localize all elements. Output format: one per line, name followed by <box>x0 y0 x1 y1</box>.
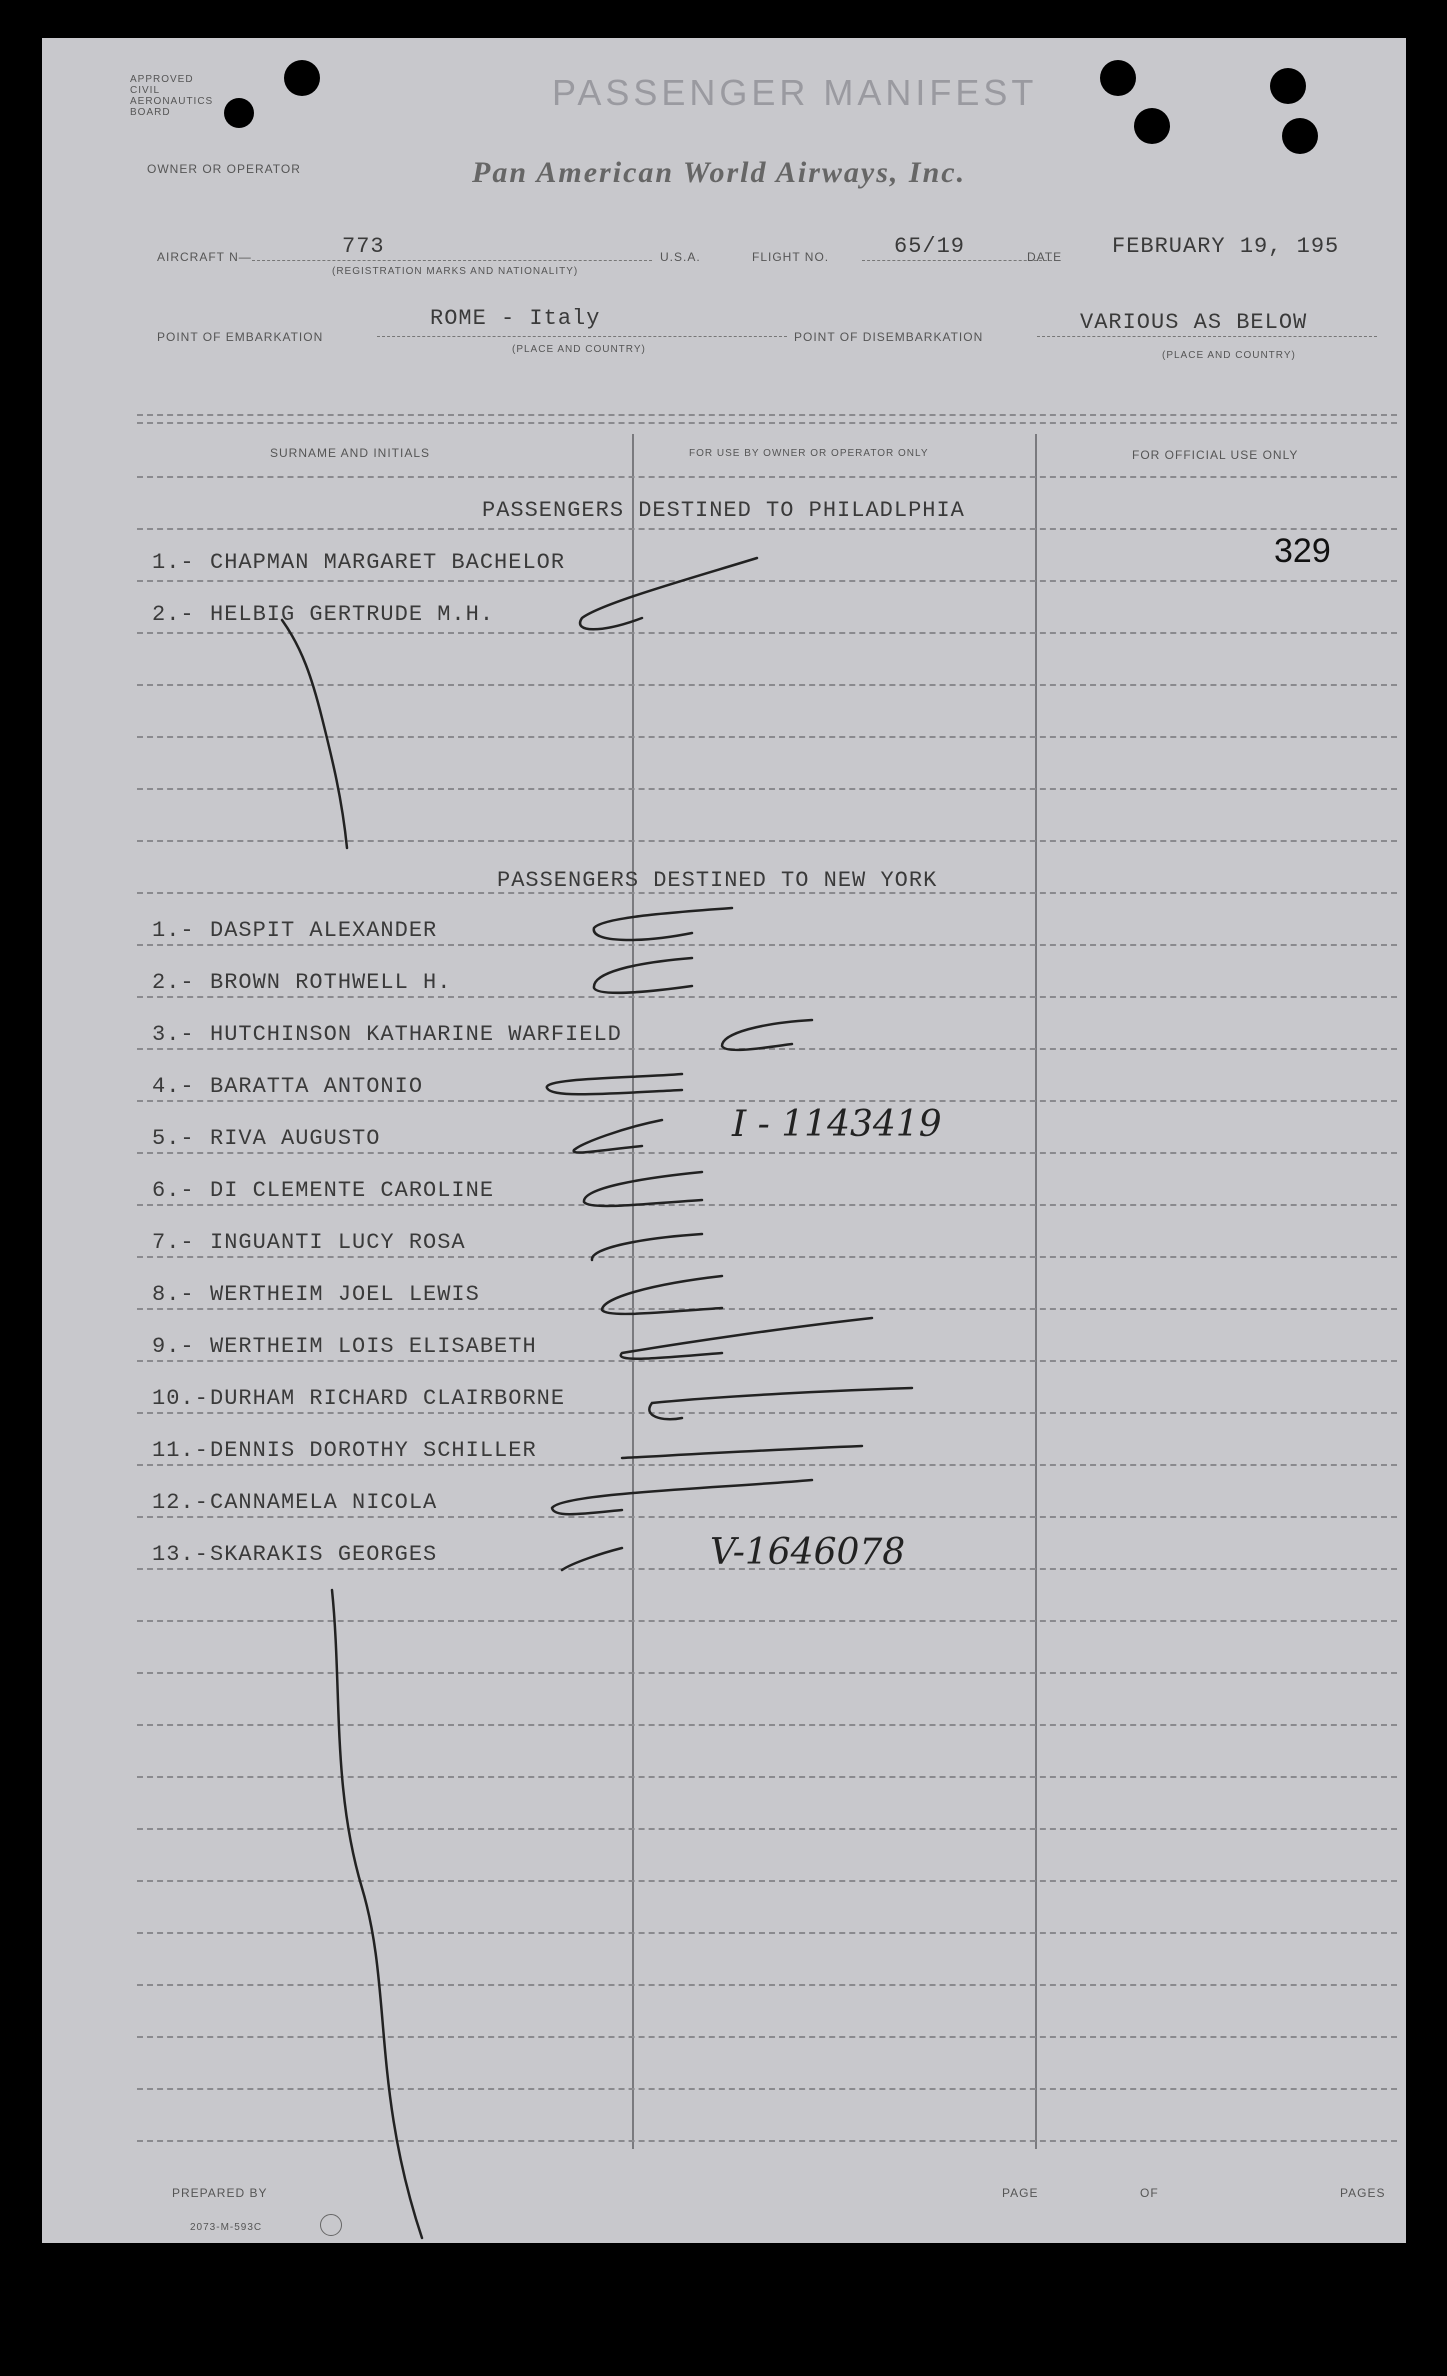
flight-value: 65/19 <box>894 234 966 259</box>
passenger-name: DI CLEMENTE CAROLINE <box>210 1178 495 1203</box>
stamp-number: 329 <box>1274 532 1331 570</box>
form-title: PASSENGER MANIFEST <box>552 72 1038 113</box>
col-surname: SURNAME AND INITIALS <box>270 446 431 460</box>
operator-name: Pan American World Airways, Inc. <box>472 156 967 189</box>
passenger-name: HUTCHINSON KATHARINE WARFIELD <box>210 1022 622 1047</box>
date-label: DATE <box>1027 250 1063 264</box>
check-mark <box>547 1074 682 1094</box>
passenger-name: DASPIT ALEXANDER <box>210 918 438 943</box>
page-label: PAGE <box>1002 2186 1039 2200</box>
passenger-name: BARATTA ANTONIO <box>210 1074 424 1099</box>
col-owner: FOR USE BY OWNER OR OPERATOR ONLY <box>689 448 929 459</box>
prepared-label: PREPARED BY <box>172 2186 268 2200</box>
disembark-place-sub: (PLACE AND COUNTRY) <box>1162 350 1296 361</box>
embark-value: ROME - Italy <box>430 306 601 331</box>
handwritten-marks <box>42 38 1406 2243</box>
check-mark <box>594 908 732 940</box>
disembark-label: POINT OF DISEMBARKATION <box>794 330 984 344</box>
form-number: 2073-M-593C <box>190 2222 263 2233</box>
passenger-name: CANNAMELA NICOLA <box>210 1490 438 1515</box>
owner-label: OWNER OR OPERATOR <box>147 162 301 176</box>
check-mark <box>552 1480 812 1514</box>
bracket-stroke <box>332 1590 422 2238</box>
check-mark <box>602 1276 722 1314</box>
handwritten-riva-note: I - 1143419 <box>732 1104 942 1145</box>
passenger-number: 13.- <box>152 1542 209 1567</box>
section-heading-philadelphia: PASSENGERS DESTINED TO PHILADLPHIA <box>482 498 965 523</box>
embark-place-sub: (PLACE AND COUNTRY) <box>512 344 646 355</box>
flight-label: FLIGHT NO. <box>752 250 830 264</box>
aircraft-label: AIRCRAFT N— <box>157 250 252 264</box>
passenger-number: 10.- <box>152 1386 209 1411</box>
pages-label: PAGES <box>1340 2186 1386 2200</box>
check-mark <box>584 1172 702 1206</box>
check-mark <box>592 1234 702 1260</box>
passenger-number: 2.- <box>152 602 195 627</box>
of-label: OF <box>1140 2186 1159 2200</box>
handwritten-skarakis-note: V-1646078 <box>710 1532 906 1573</box>
col-official: FOR OFFICIAL USE ONLY <box>1132 448 1299 462</box>
section-heading-newyork: PASSENGERS DESTINED TO NEW YORK <box>497 868 938 893</box>
registration-sub: (REGISTRATION MARKS AND NATIONALITY) <box>332 266 579 277</box>
passenger-name: HELBIG GERTRUDE M.H. <box>210 602 495 627</box>
passenger-number: 2.- <box>152 970 195 995</box>
date-value: FEBRUARY 19, 195 <box>1112 234 1340 259</box>
embark-label: POINT OF EMBARKATION <box>157 330 324 344</box>
passenger-number: 1.- <box>152 550 195 575</box>
passenger-number: 11.- <box>152 1438 209 1463</box>
passenger-name: SKARAKIS GEORGES <box>210 1542 438 1567</box>
passenger-number: 6.- <box>152 1178 195 1203</box>
passenger-number: 7.- <box>152 1230 195 1255</box>
check-mark <box>621 1318 872 1359</box>
passenger-number: 9.- <box>152 1334 195 1359</box>
disembark-value: VARIOUS AS BELOW <box>1080 310 1308 335</box>
passenger-name: RIVA AUGUSTO <box>210 1126 381 1151</box>
passenger-number: 3.- <box>152 1022 195 1047</box>
passenger-name: CHAPMAN MARGARET BACHELOR <box>210 550 566 575</box>
passenger-name: WERTHEIM JOEL LEWIS <box>210 1282 480 1307</box>
aircraft-value: 773 <box>342 234 385 259</box>
passenger-name: BROWN ROTHWELL H. <box>210 970 452 995</box>
passenger-number: 12.- <box>152 1490 209 1515</box>
manifest-page <box>42 38 1406 2243</box>
passenger-name: DENNIS DOROTHY SCHILLER <box>210 1438 537 1463</box>
passenger-number: 8.- <box>152 1282 195 1307</box>
check-mark <box>722 1020 812 1050</box>
usa-label: U.S.A. <box>660 250 701 264</box>
seal-icon <box>320 2214 342 2236</box>
check-mark <box>594 958 692 993</box>
passenger-name: WERTHEIM LOIS ELISABETH <box>210 1334 537 1359</box>
passenger-name: INGUANTI LUCY ROSA <box>210 1230 466 1255</box>
check-mark <box>649 1388 912 1419</box>
check-mark <box>562 1548 622 1570</box>
approval-note: APPROVED CIVIL AERONAUTICS BOARD <box>130 74 214 118</box>
check-mark <box>574 1120 662 1153</box>
passenger-number: 1.- <box>152 918 195 943</box>
passenger-number: 4.- <box>152 1074 195 1099</box>
passenger-number: 5.- <box>152 1126 195 1151</box>
check-mark <box>580 558 757 629</box>
bracket-stroke <box>282 620 347 848</box>
passenger-name: DURHAM RICHARD CLAIRBORNE <box>210 1386 566 1411</box>
check-mark <box>622 1446 862 1458</box>
